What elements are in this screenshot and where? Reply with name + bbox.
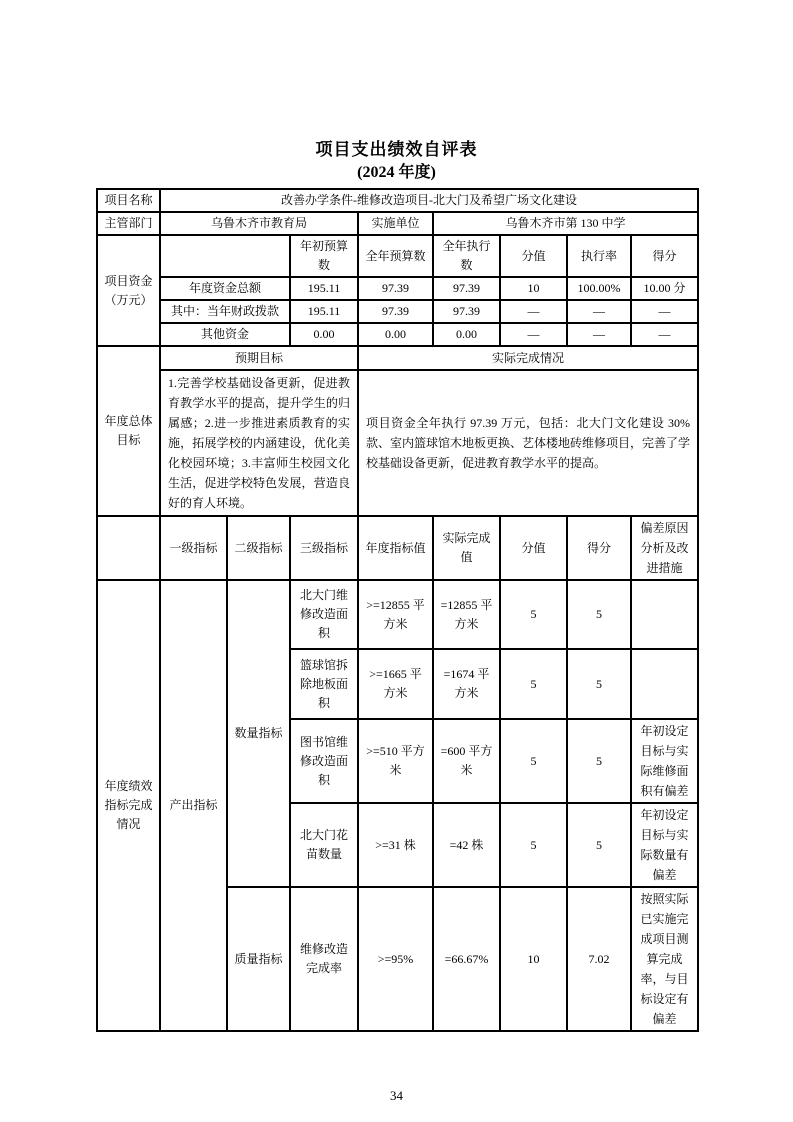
- indicators-corner-cell: [97, 516, 160, 580]
- project-name-value: 改善办学条件-维修改造项目-北大门及希望广场文化建设: [160, 189, 698, 212]
- doc-title: 项目支出绩效自评表: [315, 140, 478, 159]
- indicators-header-score: 得分: [567, 516, 631, 580]
- indicator-score: 5: [567, 580, 631, 649]
- indicators-header-score-value: 分值: [500, 516, 567, 580]
- table-row: [97, 323, 698, 346]
- indicator-score-value: 5: [500, 649, 567, 719]
- funds-cell: —: [500, 300, 567, 323]
- indicator-target: >=95%: [358, 887, 433, 1031]
- indicator-level2-quantity: 数量指标: [227, 580, 290, 887]
- indicator-actual: =12855 平方米: [433, 580, 500, 649]
- expected-goal-header: 预期目标: [160, 346, 358, 370]
- funds-cell: 100.00%: [567, 277, 631, 300]
- funds-cell: —: [567, 323, 631, 346]
- funds-row-label: 其他资金: [160, 323, 290, 346]
- indicator-score: 7.02: [567, 887, 631, 1031]
- indicator-score-value: 5: [500, 580, 567, 649]
- indicator-target: >=12855 平方米: [358, 580, 433, 649]
- table-row: [97, 235, 698, 277]
- indicator-deviation: 按照实际已实施完成项目测算完成率，与目标设定有偏差: [631, 887, 698, 1031]
- funds-cell: 97.39: [433, 277, 500, 300]
- indicator-target: >=1665 平方米: [358, 649, 433, 719]
- actual-completion-header: 实际完成情况: [358, 346, 698, 370]
- funds-header-annual-budget: 全年预算数: [358, 235, 433, 277]
- table-row: [97, 189, 698, 212]
- table-row: [97, 300, 698, 323]
- funds-cell: —: [631, 323, 698, 346]
- funds-cell: —: [567, 300, 631, 323]
- indicator-actual: =66.67%: [433, 887, 500, 1031]
- funds-cell: 97.39: [433, 300, 500, 323]
- indicator-score: 5: [567, 649, 631, 719]
- indicators-header-level3: 三级指标: [290, 516, 358, 580]
- table-row: [97, 346, 698, 370]
- funds-empty-cell: [160, 235, 290, 277]
- funds-cell: 10.00 分: [631, 277, 698, 300]
- funds-row-label: 其中：当年财政拨款: [160, 300, 290, 323]
- unit-value: 乌鲁木齐市第 130 中学: [433, 212, 698, 235]
- annual-goal-section-label: 年度总体目标: [97, 346, 160, 516]
- actual-completion-text: 项目资金全年执行 97.39 万元，包括：北大门文化建设 30%款、室内篮球馆木地板更换、艺体楼地砖维修项目，完善了学校基础设备更新，促进教育教学水平的提高。: [358, 370, 698, 516]
- table-row: [97, 516, 698, 580]
- table-row: [97, 580, 698, 649]
- indicator-actual: =1674 平方米: [433, 649, 500, 719]
- dept-label: 主管部门: [97, 212, 160, 235]
- indicators-header-level2: 二级指标: [227, 516, 290, 580]
- indicator-score-value: 5: [500, 719, 567, 803]
- indicator-actual: =600 平方米: [433, 719, 500, 803]
- indicator-level2-quality: 质量指标: [227, 887, 290, 1031]
- indicator-target: >=31 株: [358, 803, 433, 887]
- funds-cell: 195.11: [290, 300, 358, 323]
- indicator-name: 篮球馆拆除地板面积: [290, 649, 358, 719]
- funds-cell: —: [500, 323, 567, 346]
- indicator-score: 5: [567, 803, 631, 887]
- indicator-level1-output: 产出指标: [160, 580, 227, 1031]
- table-row: [97, 212, 698, 235]
- funds-header-score: 得分: [631, 235, 698, 277]
- self-evaluation-table: [96, 188, 699, 1032]
- indicators-section-label: 年度绩效指标完成情况: [97, 580, 160, 1031]
- funds-cell: 97.39: [358, 277, 433, 300]
- indicators-header-target: 年度指标值: [358, 516, 433, 580]
- indicator-actual: =42 株: [433, 803, 500, 887]
- table-row: [97, 370, 698, 516]
- expected-goal-text: 1.完善学校基础设备更新，促进教育教学水平的提高，提升学生的归属感；2.进一步推进素质教育的实施，拓展学校的内涵建设，优化美化校园环境；3.丰富师生校园文化生活，促进学校特色发展，营造良好的育人环境。: [160, 370, 358, 516]
- funds-cell: 97.39: [358, 300, 433, 323]
- funds-header-annual-execution: 全年执行数: [433, 235, 500, 277]
- indicator-name: 维修改造完成率: [290, 887, 358, 1031]
- funds-cell: —: [631, 300, 698, 323]
- indicator-name: 北大门维修改造面积: [290, 580, 358, 649]
- indicator-deviation: 年初设定目标与实际数量有偏差: [631, 803, 698, 887]
- indicator-score-value: 5: [500, 803, 567, 887]
- funds-cell: 0.00: [358, 323, 433, 346]
- doc-subtitle: (2024 年度): [357, 164, 436, 181]
- funds-header-execution-rate: 执行率: [567, 235, 631, 277]
- indicator-score-value: 10: [500, 887, 567, 1031]
- page-number: 34: [390, 1088, 403, 1103]
- funds-section-label: 项目资金（万元）: [97, 235, 160, 346]
- indicator-name: 图书馆维修改造面积: [290, 719, 358, 803]
- funds-row-label: 年度资金总额: [160, 277, 290, 300]
- funds-header-initial-budget: 年初预算数: [290, 235, 358, 277]
- indicator-deviation: 年初设定目标与实际维修面积有偏差: [631, 719, 698, 803]
- funds-cell: 195.11: [290, 277, 358, 300]
- indicator-score: 5: [567, 719, 631, 803]
- funds-header-score-value: 分值: [500, 235, 567, 277]
- funds-cell: 0.00: [433, 323, 500, 346]
- funds-cell: 0.00: [290, 323, 358, 346]
- indicators-header-actual: 实际完成值: [433, 516, 500, 580]
- funds-cell: 10: [500, 277, 567, 300]
- indicator-name: 北大门花苗数量: [290, 803, 358, 887]
- table-row: [97, 277, 698, 300]
- indicator-deviation: [631, 649, 698, 719]
- dept-value: 乌鲁木齐市教育局: [160, 212, 358, 235]
- indicator-target: >=510 平方米: [358, 719, 433, 803]
- project-name-label: 项目名称: [97, 189, 160, 212]
- unit-label: 实施单位: [358, 212, 433, 235]
- indicator-deviation: [631, 580, 698, 649]
- indicators-header-deviation: 偏差原因分析及改进措施: [631, 516, 698, 580]
- indicators-header-level1: 一级指标: [160, 516, 227, 580]
